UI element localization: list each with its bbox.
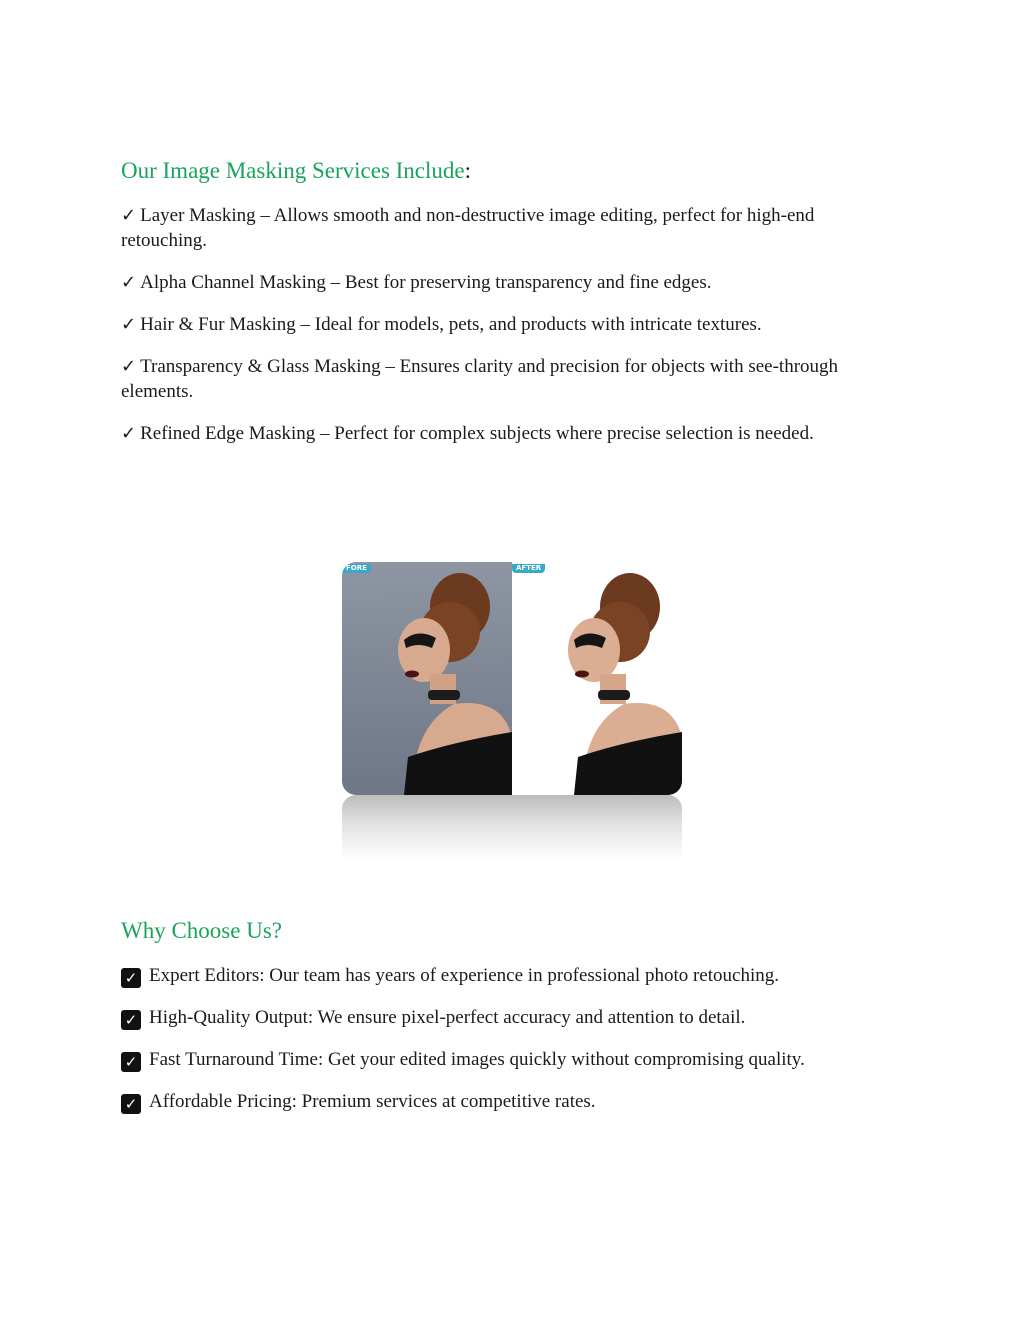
why-choose-list [121, 963, 901, 1131]
services-list [121, 203, 901, 463]
list-item [121, 963, 901, 988]
list-item [121, 203, 901, 253]
before-panel [342, 562, 512, 795]
before-label: FORE [342, 564, 371, 573]
list-item-text: Refined Edge Masking – Perfect for complex subjects where precise selection is needed. [140, 423, 814, 444]
list-item-text: Expert Editors: Our team has years of experience in professional photo retouching. [149, 965, 779, 986]
services-heading-colon: : [464, 158, 472, 183]
list-item-text: Alpha Channel Masking – Best for preserving transparency and fine edges. [140, 272, 712, 293]
check-mark-icon: ✓ [121, 314, 137, 335]
check-mark-icon: ✓ [121, 205, 137, 226]
list-item [121, 1047, 901, 1072]
before-after-image [342, 562, 682, 795]
after-panel [512, 562, 682, 795]
check-mark-icon: ✓ [121, 272, 137, 293]
list-item [121, 1089, 901, 1114]
list-item [121, 270, 901, 295]
image-reflection [342, 795, 682, 860]
list-item-text: Transparency & Glass Masking – Ensures clarity and precision for objects with see-through elements. [121, 356, 839, 402]
services-heading-text: Our Image Masking Services Include [121, 158, 465, 183]
checkbox-checked-icon: ✓ [121, 968, 141, 988]
services-heading [121, 158, 471, 184]
list-item-text: Layer Masking – Allows smooth and non-destructive image editing, perfect for high-end retouching. [121, 205, 815, 251]
portrait-before [342, 562, 512, 795]
list-item [121, 1005, 901, 1030]
checkbox-checked-icon: ✓ [121, 1052, 141, 1072]
checkbox-checked-icon: ✓ [121, 1094, 141, 1114]
list-item-text: Affordable Pricing: Premium services at competitive rates. [149, 1091, 596, 1112]
check-mark-icon: ✓ [121, 356, 137, 377]
check-mark-icon: ✓ [121, 423, 137, 444]
why-choose-heading: Why Choose Us? [121, 918, 282, 943]
after-label: AFTER [512, 564, 545, 573]
portrait-after [512, 562, 682, 795]
checkbox-checked-icon: ✓ [121, 1010, 141, 1030]
list-item-text: High-Quality Output: We ensure pixel-perfect accuracy and attention to detail. [149, 1007, 746, 1028]
list-item [121, 421, 901, 446]
list-item-text: Fast Turnaround Time: Get your edited images quickly without compromising quality. [149, 1049, 805, 1070]
list-item [121, 354, 901, 404]
list-item-text: Hair & Fur Masking – Ideal for models, pets, and products with intricate textures. [140, 314, 762, 335]
list-item [121, 312, 901, 337]
